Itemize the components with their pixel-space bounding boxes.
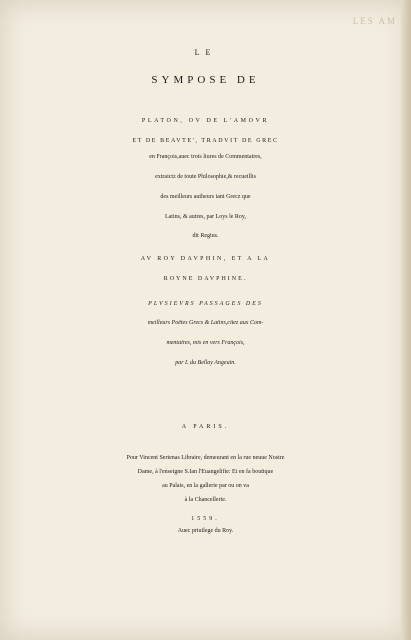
poets-line: par I. du Bellay Angeuin.: [175, 360, 236, 366]
imprint-line: Dame, à l'enseigne S.Ian l'Euangelifte: Et en fa boutique: [137, 469, 274, 475]
body-line: des meilleurs autheurs tant Grecz que: [160, 194, 251, 200]
body-line: en François,auec trois liures de Commentaires,: [149, 154, 262, 160]
place-of-publication: A PARIS.: [181, 424, 230, 430]
imprint-line: au Palais, en la gallerie par ou on va: [162, 483, 249, 489]
body-line: extraictz de toute Philosophie,& recueillis: [155, 174, 256, 180]
dedication-line: ROYNE DAVPHINE.: [163, 276, 248, 282]
poets-line: mentaires, mis en vers François,: [166, 340, 245, 346]
imprint-line: à la Chancellerie.: [184, 497, 227, 503]
bleed-through-text: LES AM: [352, 16, 397, 26]
imprint-line: Pour Vincent Sertenas Libraire, demeurant en la rue neuue Nostre: [126, 455, 285, 461]
title-le: LE: [194, 48, 217, 57]
body-line: dit Regius.: [192, 233, 219, 239]
subtitle-beaute: ET DE BEAVTE', TRADVIT DE GREC: [132, 138, 279, 144]
subtitle-platon: PLATON, OV DE L'AMOVR: [141, 118, 270, 124]
title-sympose: SYMPOSE DE: [151, 74, 260, 86]
poets-line: meilleurs Poëtes Grecs & Latins,citez aux Com-: [147, 320, 264, 326]
publication-year: 1559.: [191, 516, 220, 522]
dedication-line: AV ROY DAVPHIN, ET A LA: [140, 256, 271, 262]
body-line: Latins, & autres, par Loys le Roy,: [164, 214, 247, 220]
plusieurs-heading: PLVSIEVRS PASSAGES DES: [148, 301, 263, 307]
privilege-line: Auec priuilege du Roy.: [177, 528, 234, 534]
